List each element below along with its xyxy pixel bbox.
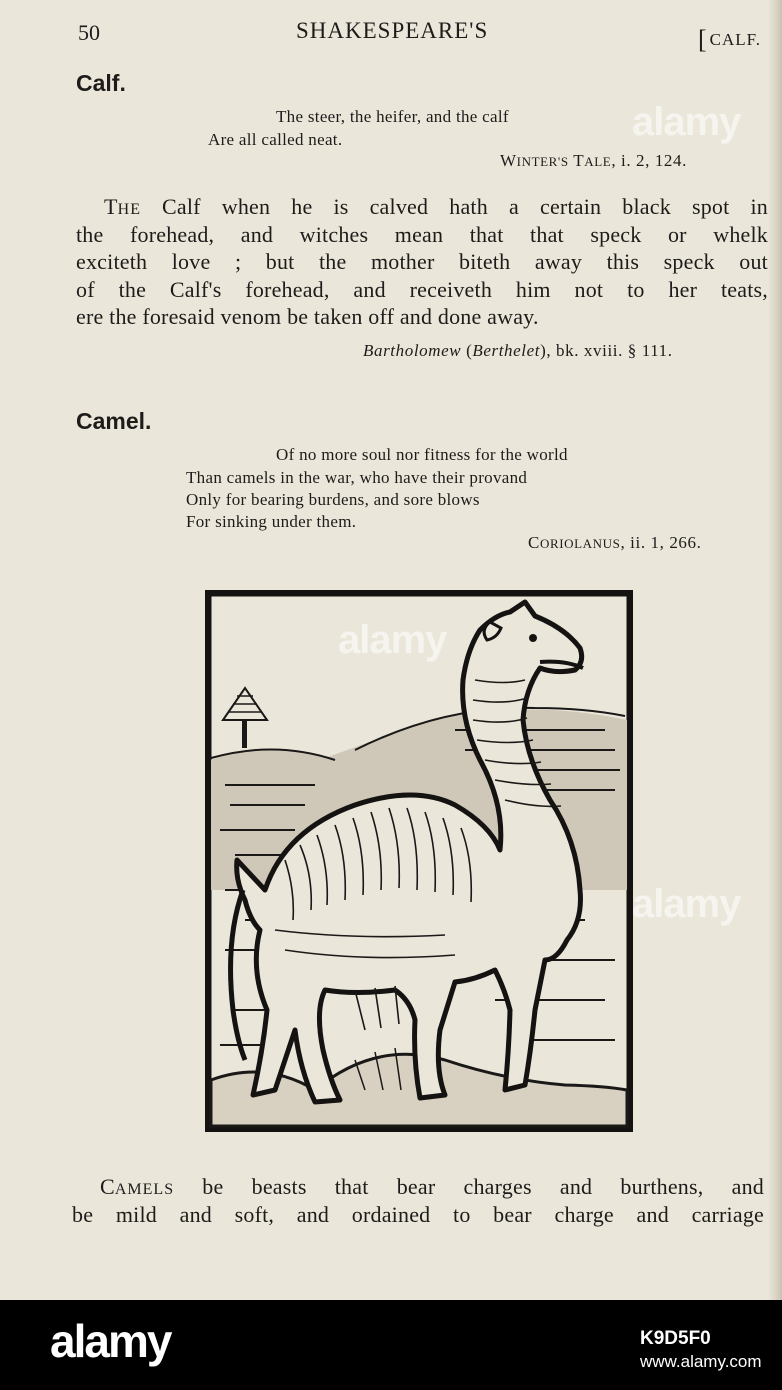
page-edge [768, 0, 782, 1300]
stock-footer-bar [0, 1300, 782, 1390]
calf-prose [76, 193, 768, 331]
watermark-logo: alamy [632, 882, 741, 926]
watermark-logo: alamy [632, 100, 741, 144]
section-label: CALF. [709, 30, 762, 49]
section-marker [698, 22, 761, 52]
calf-quote-line: The steer, the heifer, and the calf [276, 107, 509, 126]
alamy-logo: alamy [50, 1315, 171, 1367]
camel-woodcut-illustration [205, 590, 633, 1132]
prose-line: CAMELS be beasts that bear charges and burthens, and [100, 1174, 765, 1199]
camel-quote-line: For sinking under them. [186, 512, 357, 531]
camel-quote-line: Only for bearing burdens, and sore blows [186, 490, 480, 509]
camel-quote-citation: CORIOLANUS, ii. 1, 266. [528, 533, 702, 552]
calf-source-citation: Bartholomew (Berthelet), bk. xviii. § 111. [363, 341, 673, 360]
calf-quote-citation: WINTER'S TALE, i. 2, 124. [500, 151, 687, 170]
running-title: SHAKESPEARE'S [296, 18, 489, 43]
image-code: K9D5F0 [640, 1328, 711, 1349]
camel-quote-line: Of no more soul nor fitness for the world [276, 445, 568, 464]
camel-quote-line: Than camels in the war, who have their provand [186, 468, 528, 487]
prose-line: the forehead, and witches mean that that speck or whelk [76, 221, 768, 247]
site-url: www.alamy.com [640, 1352, 762, 1371]
prose-line: THE Calf when he is calved hath a certain black spot in [104, 194, 768, 219]
page-number: 50 [78, 20, 100, 45]
prose-line: ere the foresaid venom be taken off and done away. [76, 304, 539, 329]
calf-quote-line: Are all called neat. [208, 130, 343, 149]
prose-line: of the Calf's forehead, and receiveth him not to her teats, [76, 276, 768, 302]
camel-heading: Camel. [76, 408, 152, 434]
prose-line: exciteth love ; but the mother biteth away this speck out [76, 249, 768, 274]
prose-line: be mild and soft, and ordained to bear charge and carriage [72, 1201, 764, 1227]
camel-prose [72, 1173, 764, 1228]
section-bracket: [ [698, 25, 708, 54]
watermark-logo: alamy [338, 618, 447, 662]
calf-heading: Calf. [76, 70, 126, 96]
